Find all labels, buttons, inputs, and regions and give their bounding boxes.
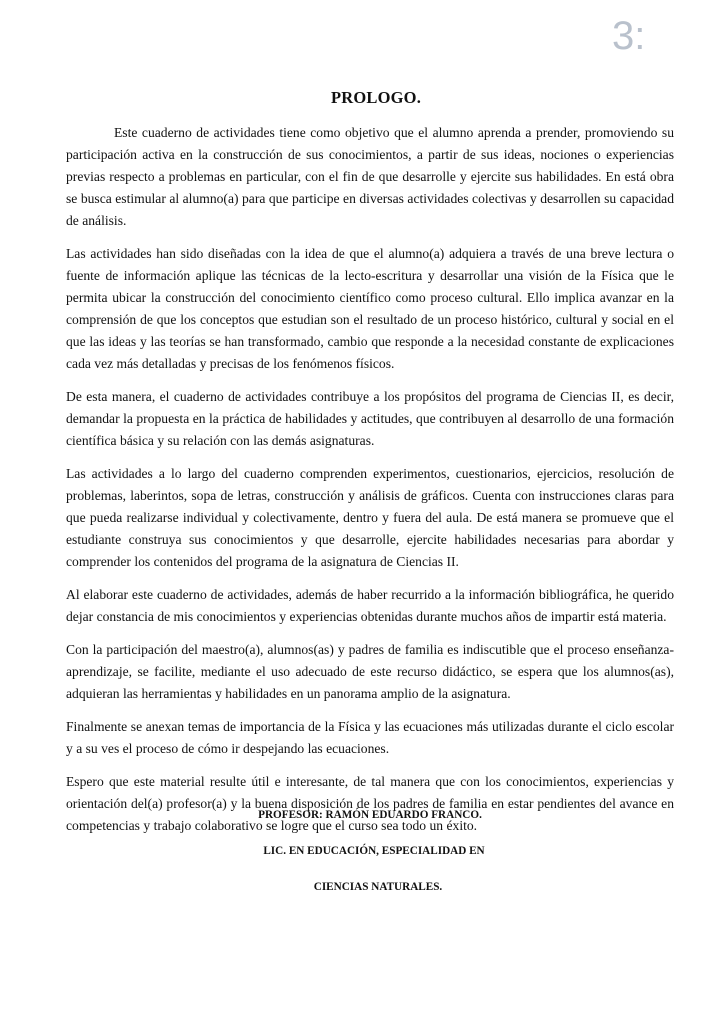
signature-block xyxy=(0,808,728,916)
author-specialty: CIENCIAS NATURALES. xyxy=(313,881,443,893)
paragraph-6: Con la participación del maestro(a), alumnos(as) y padres de familia es indiscutible que el proceso enseñanza-aprendizaje, se facilite, mediante el uso adecuado de este recurso didáctico, se espera que los alumnos(as), adquieran las herramientas y habilidades en un panorama amplio de la asignatura. xyxy=(66,642,674,701)
paragraph-4: Las actividades a lo largo del cuaderno comprenden experimentos, cuestionarios, ejercicios, resolución de problemas, laberintos, sopa de letras, construcción y análisis de gráficos. Cuenta con instrucciones claras para que pueda realizarse individual y colectivamente, dentro y fuera del aula. De está manera se promueve que el estudiante construya sus conocimientos y que desarrolle, ejercite habilidades necesarias para abordar y comprender los contenidos del programa de la asignatura de Ciencias II. xyxy=(66,466,674,569)
paragraph-5: Al elaborar este cuaderno de actividades, además de haber recurrido a la información bibliográfica, he querido dejar constancia de mis conocimientos y experiencias obtenidas durante muchos años de impartir está materia. xyxy=(66,587,674,624)
paragraph-3: De esta manera, el cuaderno de actividades contribuye a los propósitos del programa de Ciencias II, es decir, demandar la propuesta en la práctica de habilidades y actitudes, que contribuyen al desarrollo de una formación científica básica y su relación con las demás asignaturas. xyxy=(66,389,674,448)
author-name: PROFESOR: RAMÓN EDUARDO FRANCO. xyxy=(258,809,482,821)
page-number: 3: xyxy=(612,14,646,58)
paragraph-1: Este cuaderno de actividades tiene como objetivo que el alumno aprenda a prender, promoviendo su participación activa en la construcción de sus conocimientos, a partir de sus ideas, nociones o experiencias previas respecto a problemas en particular, con el fin de que desarrolle y ejercite sus habilidades. En está obra se busca estimular al alumno(a) para que participe en diversas actividades colectivas y desarrollen su capacidad de análisis. xyxy=(66,125,674,228)
paragraph-7: Finalmente se anexan temas de importancia de la Física y las ecuaciones más utilizadas durante el ciclo escolar y a su ves el proceso de cómo ir despejando las ecuaciones. xyxy=(66,719,674,756)
page-title: PROLOGO. xyxy=(330,88,422,107)
paragraph-2: Las actividades han sido diseñadas con la idea de que el alumno(a) adquiera a través de una breve lectura o fuente de información aplique las técnicas de la lecto-escritura y desarrollar una visión de la Física que le permita ubicar la construcción del conocimiento científico como proceso cultural. Ello implica avanzar en la comprensión de que los conceptos que estudian son el resultado de un proceso histórico, cultural y social en el que las ideas y las teorías se han transformado, cambio que responde a la necesidad constante de explicaciones cada vez más detalladas y precisas de los fenómenos físicos. xyxy=(66,246,674,371)
paragraph-8: Espero que este material resulte útil e interesante, de tal manera que con los conocimientos, experiencias y orientación del(a) profesor(a) y la buena disposición de los padres de familia en estar pendientes del avance en competencias y trabajo colaborativo se logre que el curso sea todo un éxito. xyxy=(66,774,674,833)
author-degree: LIC. EN EDUCACIÓN, ESPECIALIDAD EN xyxy=(263,845,485,857)
prologue-body xyxy=(66,122,674,848)
